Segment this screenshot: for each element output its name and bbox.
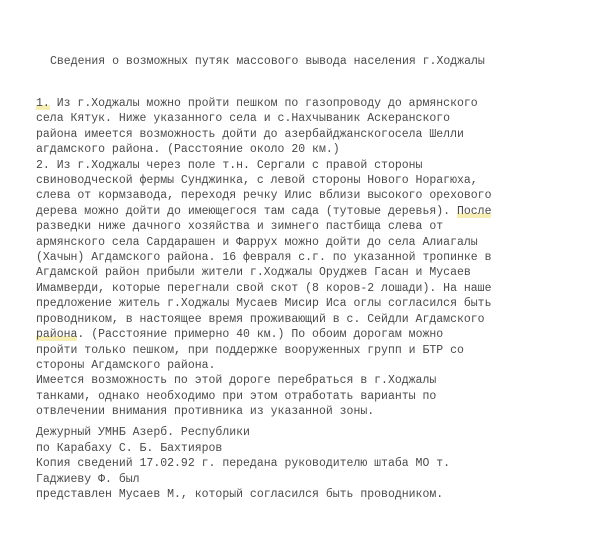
highlighted-text: 1.	[36, 97, 50, 110]
highlighted-text: После	[456, 204, 492, 218]
text-line: Имеется возможность по этой дороге перебраться в г.Ходжалы	[36, 374, 437, 388]
highlighted-text: района	[36, 328, 78, 342]
signature-line: представлен Мусаев М., который согласился быть проводником.	[36, 488, 444, 501]
text-line: (Хачын) Агдамского района. 16 февраля с.г. по указанной тропинке в	[36, 251, 492, 265]
text-span: Из г.Ходжалы можно пройти пешком по газопроводу до армянского	[49, 97, 478, 110]
document-title: Сведения о возможных путяк массового вывода населения г.Ходжалы	[50, 55, 485, 68]
text-line: пройти только пешком, при поддержке вооруженных групп и БТР со	[36, 343, 464, 357]
text-span: . (Расстояние примерно 40 км.) По обоим дорогам можно	[77, 328, 444, 342]
text-line: села Кятук. Ниже указанного села и с.Нахчываник Аскеранского	[36, 112, 451, 126]
signature-line: по Карабаху С. Б. Бахтияров	[36, 441, 223, 455]
signature-line: Копия сведений 17.02.92 г. передана руководителю штаба МО т.	[36, 457, 451, 470]
text-line: разведки ниже дачного хозяйства и зимнего пастбища слева от	[36, 220, 444, 234]
text-line: стороны Агдамского района.	[36, 358, 216, 372]
text-line: предложение житель г.Ходжалы Мусаев Мисир Иса оглы согласился быть	[36, 297, 492, 311]
text-line	[36, 96, 491, 111]
text-line	[36, 327, 491, 342]
text-line	[36, 204, 491, 219]
text-line: Имамверди, которые перегнали свой скот (8 коров-2 лошади). На наше	[36, 281, 492, 295]
signature-line: Дежурный УМНБ Азерб. Республики	[36, 426, 250, 439]
text-line: Агдамской район прибыли жители г.Ходжалы Оруджев Гасан и Мусаев	[36, 266, 471, 280]
text-line: армянского села Сардарашен и Фаррух можно дойти до села Алиагалы	[36, 235, 478, 249]
text-line: свиноводческой фермы Сунджинка, с левой стороны Нового Норагюха,	[36, 174, 478, 188]
text-line: слева от кормзавода, переходя речку Илис вблизи высокого орехового	[36, 189, 492, 203]
document-body	[36, 96, 491, 420]
text-line: проводником, в настоящее время проживающий в с. Сейдли Агдамского	[36, 312, 485, 326]
signature-line: Гаджиеву Ф. был	[36, 472, 140, 486]
text-line: района имеется возможность дойти до азербайджанскогосела Шелли	[36, 127, 464, 141]
text-span: дерева можно дойти до имеющегося там сада (тутовые деревья).	[36, 204, 457, 218]
signature-block	[36, 425, 450, 503]
text-line: танками, однако необходимо при этом отработать варианты по	[36, 389, 437, 403]
text-line: отвлечении внимания противника из указанной зоны.	[36, 405, 375, 419]
text-line: агдамского района. (Расстояние около 20 км.)	[36, 143, 340, 157]
text-line: 2. Из г.Ходжалы через поле т.н. Сергали с правой стороны	[36, 158, 423, 172]
